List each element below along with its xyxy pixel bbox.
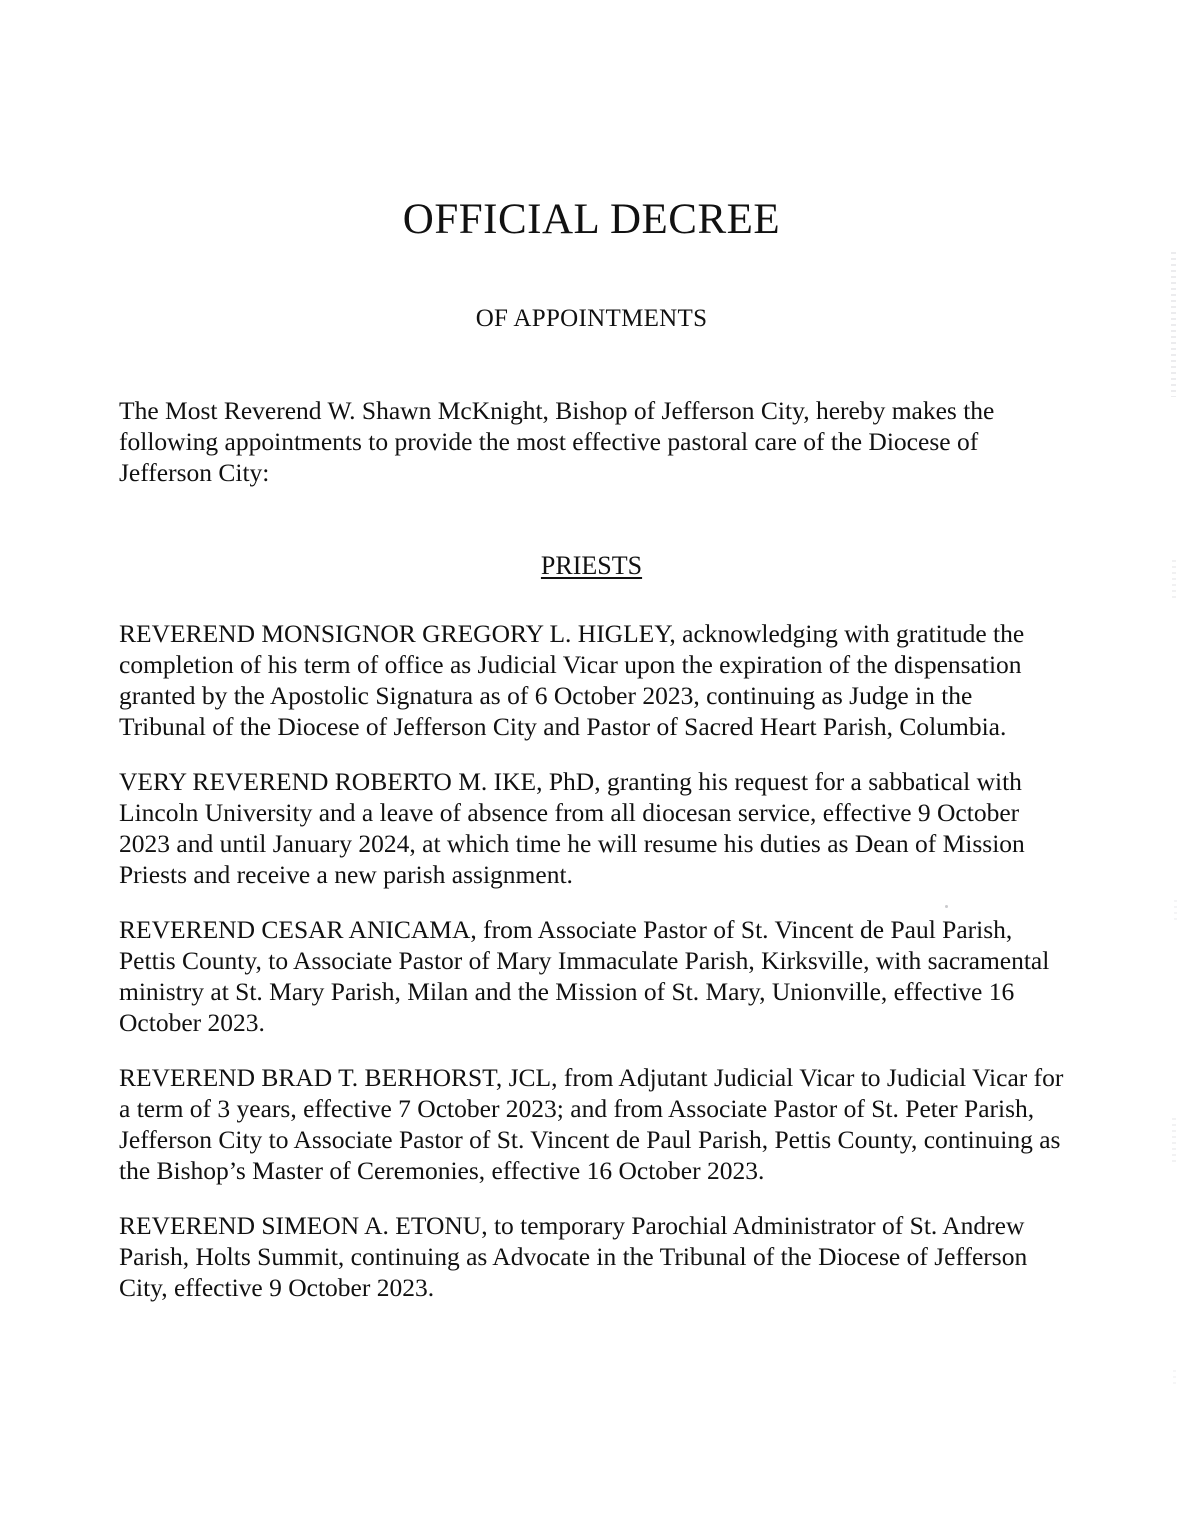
- document-title: OFFICIAL DECREE: [402, 196, 781, 243]
- appointment-entry: REVEREND BRAD T. BERHORST, JCL, from Adjutant Judicial Vicar to Judicial Vicar for a term of 3 years, effective 7 October 2023; and from Associate Pastor of St. Peter Parish, Jefferson City to Associate Pastor of St. Vincent de Paul Parish, Pettis County, continuing as the Bishop’s Master of Ceremonies, effective 16 October 2023.: [119, 1063, 1064, 1186]
- scan-artifact-mark: [1172, 560, 1176, 598]
- introduction-paragraph: The Most Reverend W. Shawn McKnight, Bishop of Jefferson City, hereby makes the following appointments to provide the most effective pastoral care of the Diocese of Jefferson City:: [119, 395, 995, 487]
- section-heading-label: PRIESTS: [540, 550, 643, 580]
- document-body: [119, 0, 1064, 1303]
- scan-artifact-mark: [1171, 252, 1176, 397]
- appointment-entry-list: [119, 580, 1064, 1303]
- scan-artifact-mark: [1172, 1118, 1176, 1164]
- appointment-entry: REVEREND MONSIGNOR GREGORY L. HIGLEY, acknowledging with gratitude the completion of his term of office as Judicial Vicar upon the expiration of the dispensation granted by the Apostolic Signatura as of 6 October 2023, continuing as Judge in the Tribunal of the Diocese of Jefferson City and Pastor of Sacred Heart Parish, Columbia.: [119, 619, 1025, 742]
- section-heading-priests: [119, 488, 1064, 581]
- scan-artifact-mark: [1173, 1370, 1176, 1386]
- appointment-entry: REVEREND CESAR ANICAMA, from Associate Pastor of St. Vincent de Paul Parish, Pettis County, to Associate Pastor of Mary Immaculate Parish, Kirksville, with sacramental ministry at St. Mary Parish, Milan and the Mission of St. Mary, Unionville, effective 16 October 2023.: [119, 915, 1050, 1038]
- appointment-entry: VERY REVEREND ROBERTO M. IKE, PhD, granting his request for a sabbatical with Lincoln University and a leave of absence from all diocesan service, effective 9 October 2023 and until January 2024, at which time he will resume his duties as Dean of Mission Priests and receive a new parish assignment.: [119, 767, 1025, 890]
- scan-artifact-mark: [1174, 900, 1177, 922]
- appointment-entry: REVEREND SIMEON A. ETONU, to temporary Parochial Administrator of St. Andrew Parish, Holts Summit, continuing as Advocate in the Tribunal of the Diocese of Jefferson City, effective 9 October 2023.: [119, 1211, 1028, 1303]
- document-subtitle: OF APPOINTMENTS: [475, 305, 708, 333]
